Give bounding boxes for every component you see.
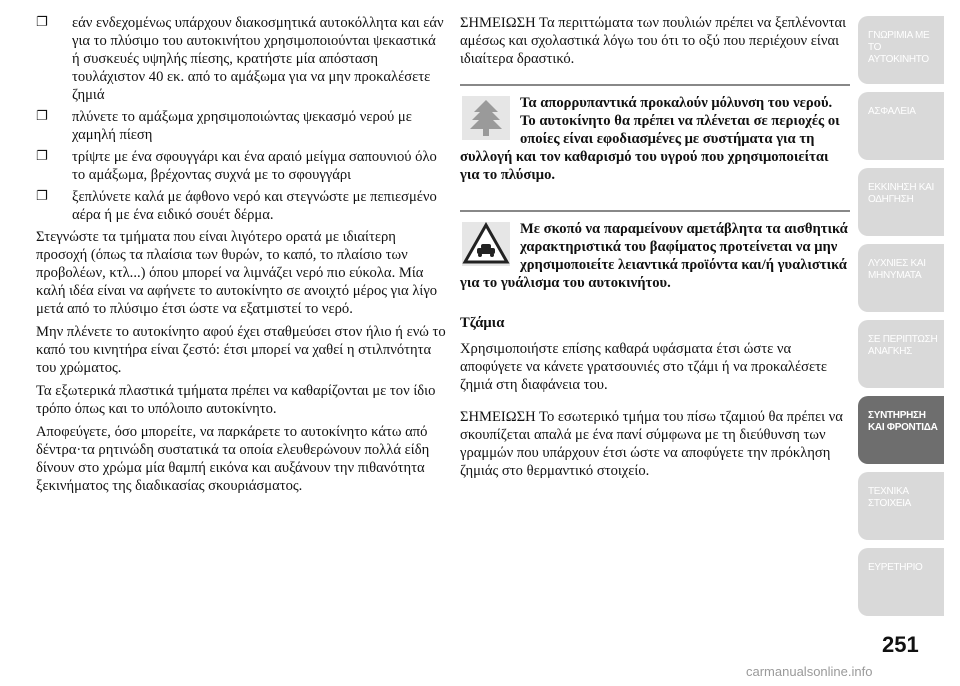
tab-warning-lights[interactable]: ΛΥΧΝΙΕΣ ΚΑΙ ΜΗΝΥΜΑΤΑ (858, 244, 944, 312)
checkbox-bullet-icon: ❐ (36, 189, 48, 204)
tab-getting-to-know[interactable]: ΓΝΩΡΙΜΙΑ ΜΕ ΤΟ ΑΥΤΟΚΙΝΗΤΟ (858, 16, 944, 84)
checkbox-bullet-icon: ❐ (36, 15, 48, 30)
paragraph-trees: Αποφεύγετε, όσο μπορείτε, να παρκάρετε το αυτοκίνητο κάτω από δέντρα·τα ρητινώδη συστατικά τα οποία ελευθερώνουν πολλά είδη δίνουν στο χρώμα μία θαμπή εικόνα και αυξάνουν την πιθανότητα ξεκινήματος της διαδικασίας σκουριάσματος. (36, 424, 430, 494)
paragraph-sun: Μην πλένετε το αυτοκίνητο αφού έχει σταθμεύσει στον ήλιο ή ενώ το καπό του κινητήρα είναι ζεστό: έτσι μπορεί να χαθεί η στιλπνότητα του χρώματος. (36, 324, 446, 376)
paragraph-plastics: Τα εξωτερικά πλαστικά τμήματα πρέπει να καθαρίζονται με τον ίδιο τρόπο όπως και το υπόλοιπο αυτοκίνητο. (36, 383, 436, 417)
bullet-item (36, 188, 446, 224)
bullet-item (36, 108, 446, 144)
environment-warning-text: Τα απορρυπαντικά προκαλούν μόλυνση του νερού. Το αυτοκίνητο θα πρέπει να πλένεται σε περιοχές οι οποίες είναι εφοδιασμένες με συστήματα για τη συλλογή και τον καθαρισμό του υγρού που χρησιμοποιείται για το πλύσιμο. (460, 95, 840, 183)
tab-emergency[interactable]: ΣΕ ΠΕΡΙΠΤΩΣΗ ΑΝΑΓΚΗΣ (858, 320, 944, 388)
page-number: 251 (882, 632, 919, 657)
paragraph-windows: Χρησιμοποιήστε επίσης καθαρά υφάσματα έτσι ώστε να αποφύγετε να κάνετε γρατσουνιές στο τζάμι ή να προκαλέσετε ζημιά στη διαφάνεια του. (460, 341, 828, 393)
tab-maintenance[interactable]: ΣΥΝΤΗΡΗΣΗ ΚΑΙ ΦΡΟΝΤΙΔΑ (858, 396, 944, 464)
paragraph-drying: Στεγνώστε τα τμήματα που είναι λιγότερο ορατά με ιδιαίτερη προσοχή (όπως τα πλαίσια των θυρών, το καπό, το πλαίσιο των προβολέων, κτλ...) όπου μπορεί να λιμνάζει νερό πιο εύκολα. Μία καλή ιδέα είναι να αφήνετε το αυτοκίνητο σε ανοιχτό μέρος για λίγο μετά από το πλύσιμο έτσι ώστε να εξατμιστεί το νερό. (36, 229, 438, 317)
tab-index[interactable]: ΕΥΡΕΤΗΡΙΟ (858, 548, 944, 616)
tab-technical-data[interactable]: ΤΕΧΝΙΚΑ ΣΤΟΙΧΕΙΑ (858, 472, 944, 540)
right-column (460, 14, 850, 485)
checkbox-bullet-icon: ❐ (36, 109, 48, 124)
bullet-text: εάν ενδεχομένως υπάρχουν διακοσμητικά αυτοκόλλητα και εάν για το πλύσιμο του αυτοκινήτου χρησιμοποιούνται ψεκαστικά ή συσκευές υψηλής πίεσης, κρατήστε μία απόσταση τουλάχιστον 40 εκ. από το αμάξωμα για να μην προκαλέσετε ζημιά (72, 15, 444, 103)
tab-safety[interactable]: ΑΣΦΑΛΕΙΑ (858, 92, 944, 160)
section-heading-windows: Τζάμια (460, 315, 505, 331)
bullet-item (36, 14, 446, 104)
paint-warning-text: Με σκοπό να παραμείνουν αμετάβλητα τα αισθητικά χαρακτηριστικά του βαφίματος προτείνεται να μην χρησιμοποιείτε λειαντικά προϊόντα και/ή γυαλιστικά για το γυάλισμα του αυτοκινήτου. (460, 221, 848, 291)
tab-starting-driving[interactable]: ΕΚΚΙΝΗΣΗ ΚΑΙ ΟΔΗΓΗΣΗ (858, 168, 944, 236)
bullet-text: πλύνετε το αμάξωμα χρησιμοποιώντας ψεκασμό νερού με χαμηλή πίεση (72, 109, 412, 143)
note-bird-droppings: ΣΗΜΕΙΩΣΗ Τα περιττώματα των πουλιών πρέπει να ξεπλένονται αμέσως και σχολαστικά λόγω του ότι το οξύ που περιέχουν είναι ιδιαίτερα δραστικό. (460, 15, 847, 67)
bullet-item (36, 148, 446, 184)
tree-icon (462, 96, 510, 140)
note-rear-window: ΣΗΜΕΙΩΣΗ Το εσωτερικό τμήμα του πίσω τζαμιού θα πρέπει να σκουπίζεται απαλά με ένα πανί σύμφωνα με τη διεύθυνση των γραμμών που υπάρχουν έτσι ώστε να αποφύγετε την πρόκληση ζημιάς στο θερμαντικό στοιχείο. (460, 409, 843, 479)
car-warning-triangle-icon (462, 222, 510, 266)
checkbox-bullet-icon: ❐ (36, 149, 48, 164)
chapter-tabs (858, 16, 944, 624)
paint-warning (460, 210, 850, 292)
watermark: carmanualsonline.info (746, 664, 873, 679)
left-column (36, 14, 446, 500)
bullet-text: τρίψτε με ένα σφουγγάρι και ένα αραιό μείγμα σαπουνιού όλο το αμάξωμα, βρέχοντας συχνά με το σφουγγάρι (72, 149, 437, 183)
environment-warning (460, 84, 850, 184)
bullet-text: ξεπλύνετε καλά με άφθονο νερό και στεγνώστε με πεπιεσμένο αέρα ή με ένα ειδικό σουέτ δέρμα. (72, 189, 437, 223)
